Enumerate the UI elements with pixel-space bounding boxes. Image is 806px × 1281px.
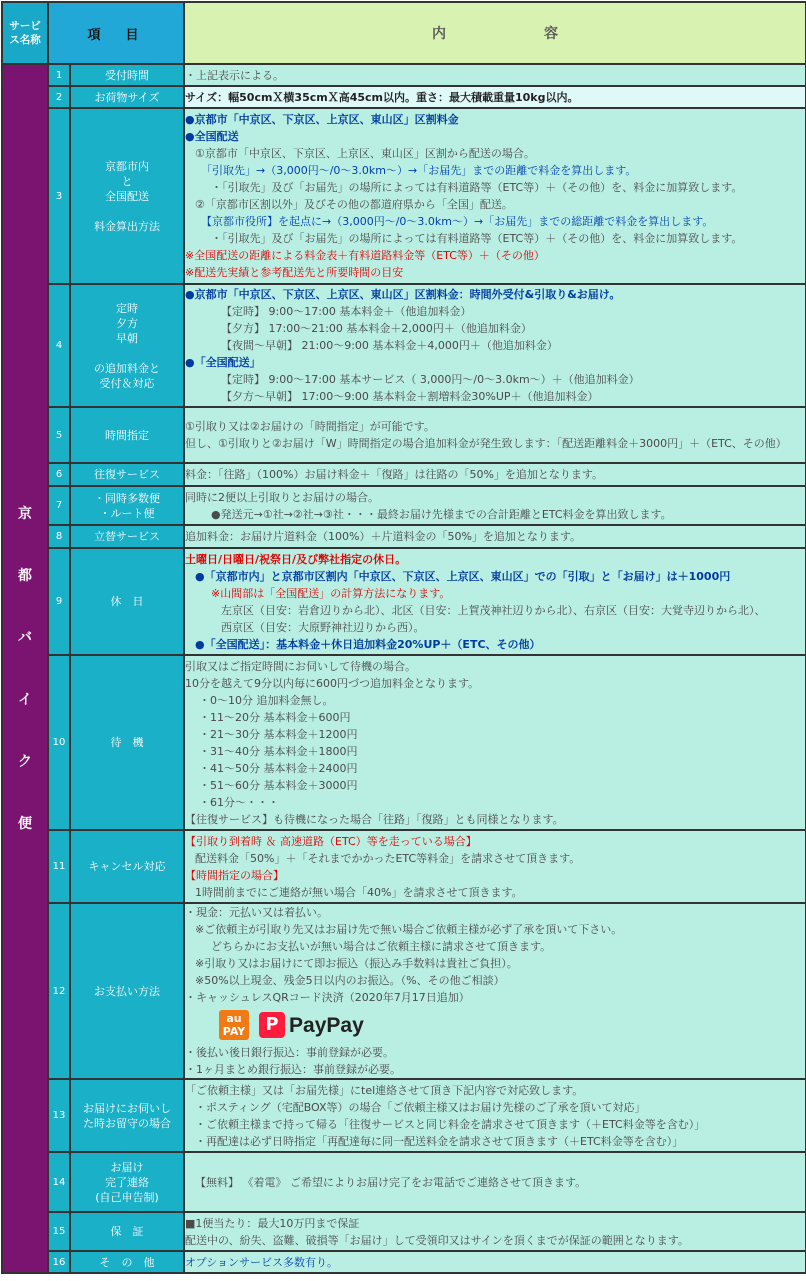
content-line: 引取又はご指定時間にお伺いして待機の場合。	[185, 659, 417, 673]
content-line: ●発送元→①社→②社→③社・・・最終お届け先様までの合計距離とETC料金を算出致します。	[211, 507, 672, 521]
content-line: ・21～30分 基本料金＋1200円	[199, 727, 358, 741]
item-line: (自己申告制)	[95, 1190, 159, 1204]
row-number: 13	[48, 1079, 70, 1152]
item-header: 項 目	[48, 2, 184, 64]
content-line: ■1便当たり：最大10万円まで保証	[185, 1216, 360, 1230]
content-cell	[184, 86, 806, 108]
row-number: 12	[48, 903, 70, 1079]
content-line: 但し、①引取りと②お届け「W」時間指定の場合追加料金が発生致します：「配送距離料金＋3000円」＋（ETC、その他）	[185, 437, 787, 450]
content-line: ※山間部は「全国配送」の計算方法になります。	[211, 586, 451, 600]
content-line: サイズ：幅50cmＸ横35cmＸ高45cm以内。重さ：最大積載重量10kg以内。	[185, 90, 579, 104]
service-name-char: 都	[18, 567, 32, 584]
content-line: ・0～10分 追加料金無し。	[199, 693, 334, 707]
service-name-char: バ	[18, 629, 32, 646]
content-line: 【夕方～早朝】 17:00～9:00 基本料金＋割増料金30%UP＋（他追加料金）	[221, 390, 599, 403]
content-line: 料金：「往路」（100%）お届け料金＋「復路」は往路の「50%」を追加となります。	[185, 468, 604, 481]
item-line: 夕方	[116, 316, 138, 330]
service-name-char: 京	[18, 505, 32, 522]
item-line: 早朝	[116, 331, 138, 345]
content-line: ※50%以上現金、残金5日以内のお振込。（%、その他ご相談）	[195, 974, 505, 987]
content-cell	[184, 1079, 806, 1152]
service-name-header-label: サービス名称	[9, 20, 41, 46]
content-cell	[184, 1152, 806, 1212]
content-line: 【無料】 《着電》 ご希望によりお届け完了をお電話でご連絡させて頂きます。	[195, 1175, 587, 1189]
content-cell	[184, 525, 806, 548]
content-line: 【往復サービス】も待機になった場合「往路」「復路」とも同様となります。	[185, 812, 564, 826]
content-line: 【引取り到着時 ＆ 高速道路（ETC）等を走っている場合】	[185, 834, 477, 848]
content-line: ・「引取先」及び「お届先」の場所によっては有料道路等（ETC等）＋（その他）を、料金に加算致します。	[211, 181, 743, 194]
item-label: キャンセル対応	[70, 830, 184, 903]
item-label: そ の 他	[70, 1251, 184, 1273]
item-line: と	[121, 174, 133, 188]
content-line: ・キャッシュレスQRコード決済（2020年7月17日追加）	[185, 991, 470, 1004]
payment-logos	[185, 1006, 805, 1044]
item-line: お届け	[110, 1160, 144, 1174]
au-pay-logo	[219, 1010, 249, 1040]
content-line: 「ご依頼主様」又は「お届先様」にtel連絡させて頂き下記内容で対応致します。	[185, 1083, 584, 1097]
content-cell	[184, 903, 806, 1079]
content-cell	[184, 486, 806, 525]
content-line: ●京都市「中京区、下京区、上京区、東山区」区割料金	[185, 113, 459, 126]
content-line: ・現金：元払い又は着払い。	[185, 906, 329, 919]
content-line: 【時間指定の場合】	[185, 868, 285, 882]
content-line: ※配送先実績と参考配送先と所要時間の目安	[185, 266, 404, 279]
item-line: ・同時多数便	[94, 491, 160, 505]
content-cell	[184, 1251, 806, 1273]
content-line: 配送料金「50%」＋「それまでかかったETC等料金」を請求させて頂きます。	[195, 851, 581, 865]
content-line: オプションサービス多数有り。	[185, 1255, 339, 1269]
content-line: ①京都市「中京区、下京区、上京区、東山区」区割から配送の場合。	[195, 147, 535, 160]
content-line: ●「京都市内」と京都市区割内「中京区、下京区、上京区、東山区」での「引取」と「お届け」は＋1000円	[195, 569, 731, 583]
item-line: 受付＆対応	[99, 376, 155, 390]
service-name-char: イ	[18, 691, 32, 708]
content-line: 1時間前までにご連絡が無い場合「40%」を請求させて頂きます。	[195, 885, 523, 899]
content-line: ●「全国配送」	[185, 356, 261, 369]
content-line: ・「引取先」及び「お届先」の場所によっては有料道路等（ETC等）＋（その他）を、料金に加算致します。	[211, 232, 743, 245]
item-line: 定時	[116, 301, 138, 315]
row-number: 7	[48, 486, 70, 525]
au-pay-logo-top: au	[226, 1012, 242, 1025]
item-line: 全国配送	[105, 189, 149, 203]
row-number: 14	[48, 1152, 70, 1212]
item-label: 立替サービス	[70, 525, 184, 548]
content-line: ・1ヶ月まとめ銀行振込：事前登録が必要。	[185, 1063, 402, 1076]
content-cell	[184, 830, 806, 903]
content-cell	[184, 108, 806, 284]
item-label: 待 機	[70, 655, 184, 830]
item-line: た時お留守の場合	[83, 1116, 171, 1130]
item-label	[70, 1079, 184, 1152]
row-number: 2	[48, 86, 70, 108]
item-label: お荷物サイズ	[70, 86, 184, 108]
content-cell	[184, 463, 806, 486]
content-line: ②「京都市区割以外」及びその他の都道府県から「全国」配送。	[195, 198, 513, 211]
content-line: 同時に2便以上引取りとお届けの場合。	[185, 490, 380, 504]
content-header: 内 容	[184, 2, 806, 64]
content-line: 【夕方】 17:00～21:00 基本料金＋2,000円＋（他追加料金）	[221, 322, 532, 335]
item-label	[70, 486, 184, 525]
paypay-logo	[259, 1012, 364, 1038]
content-line: 【定時】 9:00～17:00 基本料金＋（他追加料金）	[221, 305, 472, 318]
item-line	[71, 204, 183, 219]
content-line: 【定時】 9:00～17:00 基本サービス（ 3,000円～/0～3.0km～）＋（他追加料金）	[221, 373, 640, 386]
content-line: ●京都市「中京区、下京区、上京区、東山区」区割料金：時間外受付&引取り&お届け。	[185, 288, 621, 301]
content-cell	[184, 1212, 806, 1251]
service-name-char: 便	[18, 815, 32, 832]
content-line: 「引取先」→（3,000円～/0～3.0km～）→「お届先」までの距離で料金を算出します。	[201, 164, 637, 177]
au-pay-logo-bottom: PAY	[222, 1025, 246, 1038]
content-line: ・後払い後日銀行振込：事前登録が必要。	[185, 1046, 395, 1059]
content-line: ・41～50分 基本料金＋2400円	[199, 761, 358, 775]
content-cell	[184, 655, 806, 830]
item-label: 休 日	[70, 548, 184, 655]
content-line: ・51～60分 基本料金＋3000円	[199, 778, 358, 792]
paypay-icon: P	[259, 1012, 285, 1038]
content-line: ※ご依頼主が引取り先又はお届け先で無い場合ご依頼主様が必ず了承を頂いて下さい。	[195, 923, 623, 936]
service-name-cell	[2, 64, 48, 1273]
content-line: ・31～40分 基本料金＋1800円	[199, 744, 358, 758]
content-line: ・11～20分 基本料金＋600円	[199, 710, 351, 724]
content-cell	[184, 64, 806, 86]
content-line: 追加料金：お届け片道料金（100%）＋片道料金の「50%」を追加となります。	[185, 530, 582, 543]
row-number: 1	[48, 64, 70, 86]
item-line: 京都市内	[105, 159, 149, 173]
content-line: ・上記表示による。	[185, 68, 285, 82]
content-line: 【京都市役所】を起点に→（3,000円～/0～3.0km～）→「お届先」までの総距離で料金を算出します。	[201, 215, 714, 228]
paypay-logo-text: PayPay	[289, 1013, 364, 1037]
content-line: 左京区（目安：岩倉辺りから北）、北区（目安：上賀茂神社辺りから北）、右京区（目安：大覚寺辺りから北）、	[221, 603, 766, 617]
item-label: 時間指定	[70, 407, 184, 463]
content-line: 土曜日/日曜日/祝祭日/及び弊社指定の休日。	[185, 552, 407, 566]
item-label: 保 証	[70, 1212, 184, 1251]
item-label: お支払い方法	[70, 903, 184, 1079]
content-line: どちらかにお支払いが無い場合はご依頼主様に請求させて頂きます。	[211, 940, 552, 953]
row-number: 15	[48, 1212, 70, 1251]
content-line: 西京区（目安：大原野神社辺りから西）。	[221, 620, 425, 634]
item-line: お届けにお伺いし	[83, 1101, 171, 1115]
row-number: 16	[48, 1251, 70, 1273]
content-line: ・ご依頼主様まで持って帰る「往復サービスと同じ料金を請求させて頂きます（＋ETC料金等を含む）」	[195, 1117, 706, 1131]
content-line: ※引取り又はお届けにて即お振込（振込み手数料は貴社ご負担）。	[195, 957, 518, 970]
content-line: ●全国配送	[185, 130, 239, 143]
item-line: 完了連絡	[105, 1175, 149, 1189]
row-number: 9	[48, 548, 70, 655]
service-name-char: ク	[18, 753, 32, 770]
row-number: 11	[48, 830, 70, 903]
row-number: 4	[48, 284, 70, 407]
item-label	[70, 108, 184, 284]
content-line: ①引取り又は②お届けの「時間指定」が可能です。	[185, 420, 435, 433]
content-line: ・再配達は必ず日時指定「再配達毎に同一配送料金を請求させて頂きます（＋ETC料金等を含む）」	[195, 1134, 684, 1148]
row-number: 8	[48, 525, 70, 548]
item-label	[70, 284, 184, 407]
service-table	[1, 1, 806, 1274]
item-line	[71, 346, 183, 361]
item-line: 料金算出方法	[94, 219, 160, 233]
row-number: 6	[48, 463, 70, 486]
item-label: 受付時間	[70, 64, 184, 86]
content-line: 【夜間～早朝】 21:00～9:00 基本料金＋4,000円＋（他追加料金）	[221, 339, 558, 352]
row-number: 5	[48, 407, 70, 463]
content-line: 10分を越えて9分以内毎に600円づつ追加料金となります。	[185, 676, 480, 690]
content-line: ・ポスティング（宅配BOX等）の場合「ご依頼主様又はお届け先様のご了承を頂いて対応」	[195, 1100, 646, 1114]
content-cell	[184, 548, 806, 655]
item-line: の追加料金と	[94, 361, 160, 375]
item-line: ・ルート便	[99, 506, 155, 520]
content-line: ※全国配送の距離による料金表＋有料道路料金等（ETC等）＋（その他）	[185, 249, 545, 262]
content-line: 配送中の、紛失、盗難、破損等「お届け」して受領印又はサインを頂くまでが保証の範囲となります。	[185, 1233, 689, 1247]
item-label	[70, 1152, 184, 1212]
content-cell	[184, 284, 806, 407]
row-number: 10	[48, 655, 70, 830]
content-cell	[184, 407, 806, 463]
service-name-header	[2, 2, 48, 64]
content-line: ●「全国配送」：基本料金＋休日追加料金20%UP＋（ETC、その他）	[195, 637, 541, 651]
item-label: 往復サービス	[70, 463, 184, 486]
content-line: ・61分～・・・	[199, 795, 280, 809]
row-number: 3	[48, 108, 70, 284]
